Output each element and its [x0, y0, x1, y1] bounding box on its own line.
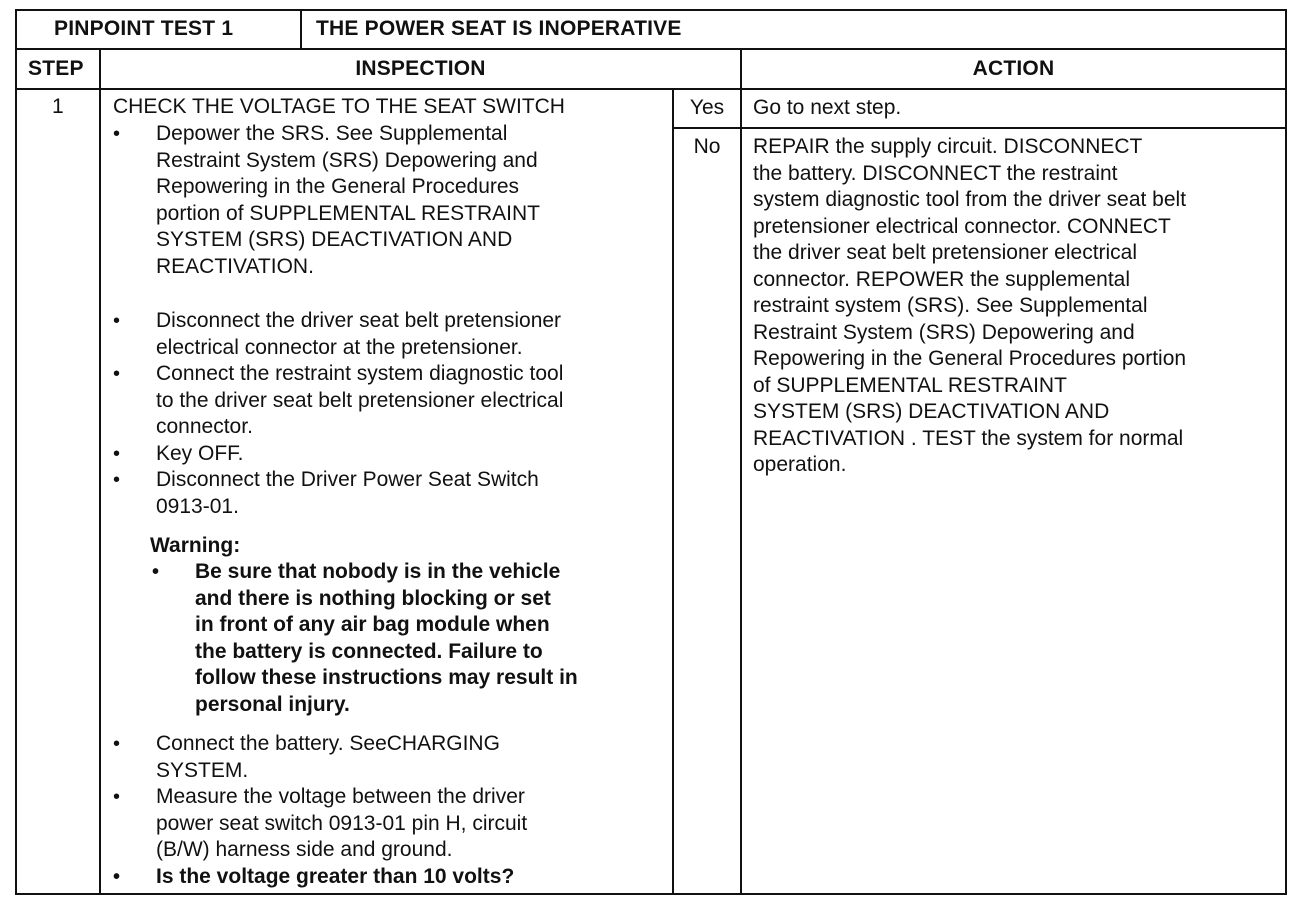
inspection-step-key-off: • Key OFF.: [113, 441, 663, 468]
inspection-step-depower-srs: • Depower the SRS. See Supplemental Restraint System (SRS) Depowering and Repowering in the General Procedures portion of SUPPLEMENTAL RESTRAINT SYSTEM (SRS) DEACTIVATION AND REACTIVATION.: [113, 121, 663, 280]
yes-no-divider-line: [672, 127, 1287, 129]
header-divider-line: [15, 48, 1287, 50]
inspection-step-connect-diagnostic-tool: • Connect the restraint system diagnostic tool to the driver seat belt pretensioner electrical connector.: [113, 361, 663, 441]
inspection-result-divider-line: [672, 88, 674, 895]
inspection-column-heading: INSPECTION: [355, 57, 486, 80]
inspection-heading: CHECK THE VOLTAGE TO THE SEAT SWITCH: [113, 95, 565, 118]
step-number: 1: [52, 95, 64, 118]
warning-title: Warning:: [150, 534, 241, 557]
inspection-step-connect-battery: • Connect the battery. SeeCHARGING SYSTEM.: [113, 731, 663, 784]
test-title: THE POWER SEAT IS INOPERATIVE: [316, 17, 682, 40]
inspection-step-list-secondary: [113, 731, 663, 890]
inspection-step-disconnect-pretensioner: • Disconnect the driver seat belt pretensioner electrical connector at the pretensioner.: [113, 308, 663, 361]
inspection-step-measure-voltage: • Measure the voltage between the driver power seat switch 0913-01 pin H, circuit (B/W) harness side and ground.: [113, 784, 663, 864]
column-header-divider-line: [15, 88, 1287, 90]
result-yes-action: Go to next step.: [753, 96, 902, 119]
result-no-action: REPAIR the supply circuit. DISCONNECT the battery. DISCONNECT the restraint system diagnostic tool from the driver seat belt pretensioner electrical connector. CONNECT the driver seat belt pretensioner electrical connector. REPOWER the supplemental restraint system (SRS). See Supplemental Restraint System (SRS) Depowering and Repowering in the General Procedures portion of SUPPLEMENTAL RESTRAINT SYSTEM (SRS) DEACTIVATION AND REACTIVATION . TEST the system for normal operation.: [753, 135, 1187, 476]
header-label-divider-line: [300, 9, 302, 50]
pinpoint-test-label: PINPOINT TEST 1: [54, 17, 234, 40]
inspection-question: • Is the voltage greater than 10 volts?: [113, 864, 663, 891]
result-no-label: No: [693, 135, 721, 158]
result-yes-label: Yes: [689, 96, 725, 119]
step-column-heading: STEP: [28, 57, 84, 80]
result-action-divider-line: [740, 88, 742, 895]
inspection-step-list-primary: [113, 121, 663, 520]
warning-list: [152, 559, 667, 718]
action-column-heading: ACTION: [972, 57, 1055, 80]
inspection-step-disconnect-switch: • Disconnect the Driver Power Seat Switch 0913-01.: [113, 467, 663, 520]
step-column-divider-line: [99, 48, 101, 895]
warning-item: • Be sure that nobody is in the vehicle and there is nothing blocking or set in front of any air bag module when the battery is connected. Failure to follow these instructions may result in personal injury.: [152, 559, 667, 718]
